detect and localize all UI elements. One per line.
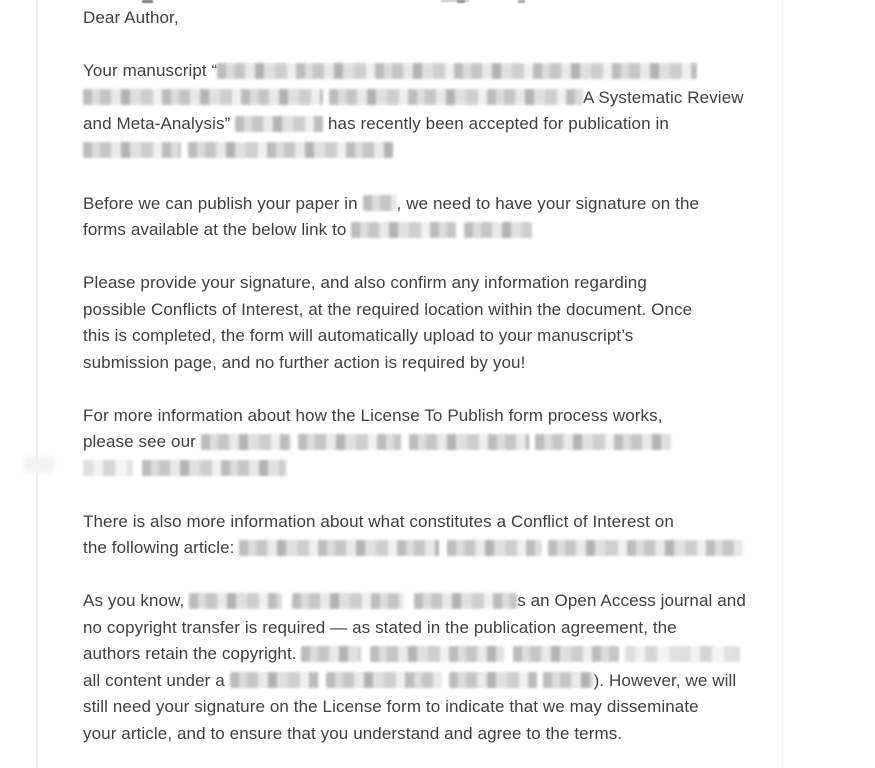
redaction-gap	[181, 155, 188, 156]
redacted-text	[414, 593, 517, 609]
redacted-text	[625, 646, 740, 662]
redaction-gap	[361, 658, 370, 659]
text-line	[83, 191, 782, 218]
text-line	[83, 58, 782, 85]
redaction-gap	[404, 605, 414, 606]
redacted-text	[351, 222, 456, 238]
text-segment: all content under a	[83, 670, 230, 690]
text-line	[83, 588, 782, 615]
text-segment: has recently been accepted for publication in	[323, 114, 669, 133]
redacted-text	[83, 142, 181, 158]
text-line	[83, 350, 782, 377]
text-line	[83, 5, 782, 32]
text-segment: Dear Author,	[83, 8, 179, 27]
redacted-text	[543, 672, 594, 688]
redacted-text	[535, 434, 671, 450]
text-line	[83, 509, 782, 536]
redacted-text	[142, 460, 286, 476]
text-segment: and Meta-Analysis”	[83, 114, 236, 133]
redaction-gap	[537, 685, 543, 686]
margin-smudge	[24, 457, 54, 473]
text-segment: your article, and to ensure that you understand and agree to the terms.	[83, 723, 623, 743]
text-segment: still need your signature on the License form to indicate that we may disseminate	[83, 697, 699, 716]
text-line	[83, 217, 782, 244]
redacted-text	[329, 89, 583, 105]
text-line	[83, 403, 782, 430]
text-segment: ). However, we will	[593, 670, 737, 690]
text-line	[83, 694, 782, 721]
text-line	[83, 85, 782, 112]
redaction-gap	[133, 473, 142, 474]
redaction-gap	[439, 552, 447, 553]
redacted-text	[370, 646, 504, 662]
text-line	[83, 270, 782, 297]
text-segment: the following article:	[83, 538, 240, 557]
cropped-text-fragment	[142, 0, 153, 3]
redaction-gap	[529, 446, 535, 447]
redacted-text	[363, 195, 397, 211]
text-segment: s an Open Access journal and	[517, 591, 746, 610]
paragraph	[83, 58, 782, 164]
paragraph	[83, 403, 782, 483]
text-line	[83, 615, 782, 642]
redacted-text	[298, 434, 401, 450]
redacted-text	[235, 116, 323, 132]
text-segment: Your manuscript “	[83, 61, 218, 80]
cropped-text-fragment	[518, 0, 525, 3]
redacted-text	[447, 540, 542, 556]
text-line	[83, 111, 782, 138]
paragraph	[83, 270, 782, 376]
text-segment: As you know,	[83, 591, 190, 610]
redacted-text	[326, 672, 442, 688]
redacted-text	[292, 593, 404, 609]
text-segment: forms available at the below link to	[83, 220, 352, 239]
redacted-text	[301, 646, 361, 662]
text-segment: authors retain the copyright.	[83, 644, 302, 663]
paragraph	[83, 191, 782, 244]
document-page[interactable]	[36, 0, 783, 768]
text-segment: For more information about how the License To Publish form process works,	[83, 405, 663, 425]
paragraph	[83, 5, 782, 32]
redaction-gap	[504, 658, 513, 659]
text-line	[83, 323, 782, 350]
text-line	[83, 641, 782, 668]
text-segment: submission page, and no further action is required by you!	[83, 352, 526, 372]
text-segment: A Systematic Review	[583, 87, 744, 107]
redacted-text	[83, 89, 323, 105]
redacted-text	[239, 540, 439, 556]
redacted-text	[548, 540, 743, 556]
text-segment: There is also more information about what constitutes a Conflict of Interest on	[83, 511, 674, 531]
text-line	[83, 429, 782, 456]
redacted-text	[513, 646, 619, 662]
redacted-text	[83, 460, 133, 476]
redacted-text	[409, 434, 529, 450]
text-segment: Please provide your signature, and also confirm any information regarding	[83, 273, 647, 292]
text-line	[83, 456, 782, 483]
cropped-text-fragment	[457, 0, 465, 3]
redacted-text	[188, 142, 393, 158]
text-segment: possible Conflicts of Interest, at the required location within the document. Once	[83, 299, 693, 319]
text-line	[83, 535, 782, 562]
text-segment: please see our	[83, 432, 201, 451]
redaction-gap	[401, 446, 409, 447]
redaction-gap	[442, 685, 449, 686]
text-line	[83, 721, 782, 748]
paragraph	[83, 588, 782, 747]
text-segment: Before we can publish your paper in	[83, 193, 363, 213]
redaction-gap	[282, 605, 292, 606]
text-segment: no copyright transfer is required — as stated in the publication agreement, the	[83, 617, 677, 637]
redacted-text	[189, 593, 282, 609]
text-line	[83, 138, 782, 165]
redacted-text	[449, 672, 537, 688]
redacted-text	[201, 434, 291, 450]
letter-body	[83, 5, 782, 747]
redacted-text	[464, 222, 532, 238]
redaction-gap	[319, 685, 326, 686]
text-segment: this is completed, the form will automatically upload to your manuscript’s	[83, 326, 634, 345]
paragraph	[83, 509, 782, 562]
redacted-text	[230, 672, 319, 688]
redaction-gap	[456, 234, 464, 235]
text-line	[83, 297, 782, 324]
redacted-text	[217, 63, 697, 79]
text-line	[83, 668, 782, 695]
text-segment: , we need to have your signature on the	[396, 193, 700, 213]
redaction-gap	[291, 446, 298, 447]
